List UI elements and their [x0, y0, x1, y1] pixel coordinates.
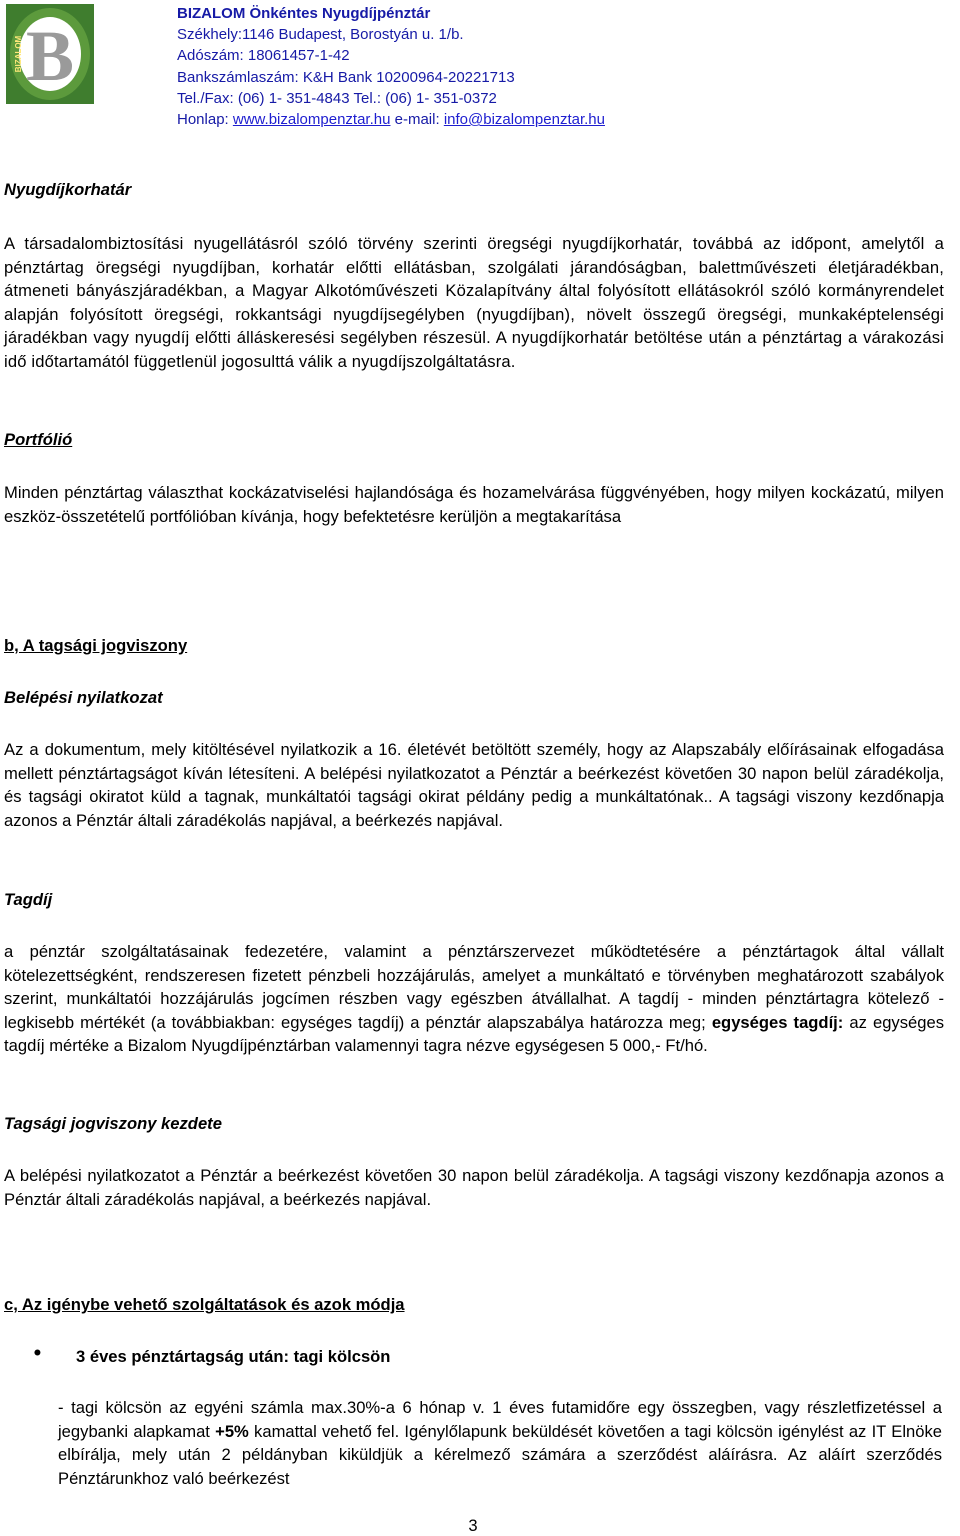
org-contact-line — [177, 109, 937, 130]
tagdij-text-part1: a pénztár szolgáltatásainak fedezetére, valamint a pénztárszervezet működtetésére a pénztártagok által vállalt kötelezettségként, rendszeresen fizetett pénzbeli hozzájárulás, amelyet a munkáltató e törvényben meghatározott szabályok szerint, munkáltatói hozzájárulás jogcímen részben vagy egészben átvállalhat. A tagdíj - minden pénztártagra kötelező - legkisebb mértékét (a továbbiakban: egységes tagdíj) a pénztár alapszabálya határozza meg; — [4, 942, 944, 1032]
section-title-belepesi-nyilatkozat: Belépési nyilatkozat — [4, 688, 163, 707]
page-number: 3 — [468, 1516, 478, 1535]
bullet-title-tagi-kolcson: 3 éves pénztártagság után: tagi kölcsön — [76, 1347, 391, 1366]
email-label: e-mail: — [390, 111, 444, 129]
section-title-portfolio: Portfólió — [4, 430, 73, 449]
paragraph-tagi-kolcson — [58, 1396, 942, 1490]
web-label: Honlap: — [177, 111, 233, 129]
tagdij-bold-term: egységes tagdíj: — [711, 1012, 844, 1032]
section-title-tagsagi-jogviszony: b, A tagsági jogviszony — [4, 636, 188, 655]
logo-letter: B — [25, 16, 75, 96]
kolcson-text-part2: kamattal vehető fel. Igénylőlapunk beküldését követően a tagi kölcsön igénylést az IT Elnöke elbírálja, mely után 2 példányban kiküldjük a kérelmező számára a szerződést aláírásra. Az aláírt szerződés Pénztárunkhoz való beérkezést — [58, 1421, 942, 1488]
letterhead — [177, 3, 937, 130]
paragraph-nyugdijkorhatar: A társadalombiztosítási nyugellátásról szóló törvény szerinti öregségi nyugdíjkorhatár, továbbá az időpont, amelytől a pénztártag öregségi nyugdíjban, korhatár előtti ellátásban, szolgálati járandóságban, balettművészeti életjáradékban, átmeneti bányászjáradékban, a Magyar Alkotóművészeti Közalapítvány által folyósított ellátásokról szóló kormányrendelet alapján folyósított öregségi, rokkantsági nyugdíjsegélyben (nyugdíjban), növelt összegű öregségi, munkaképtelenségi járadékban vagy nyugdíj előtti álláskeresési segélyben részesül. A nyugdíjkorhatár betöltése után a pénztártag a várakozási idő időtartamától függetlenül jogosulttá válik a nyugdíjszolgáltatásra. — [4, 234, 944, 371]
bullet-dot: • — [32, 1344, 43, 1364]
kolcson-text-part1: - tagi kölcsön az egyéni számla max.30%-a 6 hónap v. 1 éves futamidőre egy összegben, vagy részletfizetéssel a jegybanki alapkamat — [58, 1398, 942, 1441]
paragraph-portfolio: Minden pénztártag választhat kockázatviselési hajlandósága és hozamelvárása függvényében, hogy milyen kockázatú, milyen eszköz-összetételű portfólióban kívánja, hogy befektetésre kerüljön a megtakarítása — [4, 483, 944, 526]
section-title-nyugdijkorhatar: Nyugdíjkorhatár — [4, 180, 132, 199]
org-phone: Tel./Fax: (06) 1- 351-4843 Tel.: (06) 1- 351-0372 — [177, 89, 497, 107]
paragraph-belepesi-nyilatkozat: Az a dokumentum, mely kitöltésével nyilatkozik a 16. életévét betöltött személy, hogy az Alapszabály előírásainak elfogadása mellett pénztártagságot kíván létesíteni. A belépési nyilatkozatot a Pénztár a beérkezést követően 30 napon belül záradékolja, és tagsági okiratot küld a tagnak, munkáltatói tagsági okirat példány pedig a munkáltatónak.. A tagsági viszony kezdőnapja azonos a Pénztár általi záradékolás napjával, a beérkezés napjával. — [4, 740, 944, 830]
website-link[interactable]: www.bizalompenztar.hu — [232, 111, 391, 129]
paragraph-jogviszony-kezdete: A belépési nyilatkozatot a Pénztár a beérkezést követően 30 napon belül záradékolja. A tagsági viszony kezdőnapja azonos a Pénztár általi záradékolás napjával, a beérkezés napjával. — [4, 1166, 944, 1209]
logo-ring-text: BIZALOM — [14, 35, 23, 73]
org-address: Székhely:1146 Budapest, Borostyán u. 1/b. — [177, 26, 464, 44]
section-title-szolgaltatasok: c, Az igénybe vehető szolgáltatások és azok módja — [4, 1295, 405, 1314]
org-tax-id: Adószám: 18061457-1-42 — [177, 47, 350, 65]
email-link[interactable]: info@bizalompenztar.hu — [443, 111, 605, 129]
tagdij-text-part2: az egységes tagdíj mértéke a Bizalom Nyugdíjpénztárban valamennyi tagra nézve egységesen 5 000,- Ft/hó. — [4, 1012, 945, 1056]
section-title-tagdij: Tagdíj — [4, 890, 53, 909]
org-name: BIZALOM Önkéntes Nyugdíjpénztár — [177, 5, 431, 22]
section-title-jogviszony-kezdete: Tagsági jogviszony kezdete — [4, 1114, 222, 1133]
bizalom-logo — [6, 4, 94, 104]
kolcson-rate: +5% — [215, 1421, 249, 1441]
paragraph-tagdij — [4, 940, 944, 1058]
org-bank-account: Bankszámlaszám: K&H Bank 10200964-20221713 — [177, 68, 515, 86]
